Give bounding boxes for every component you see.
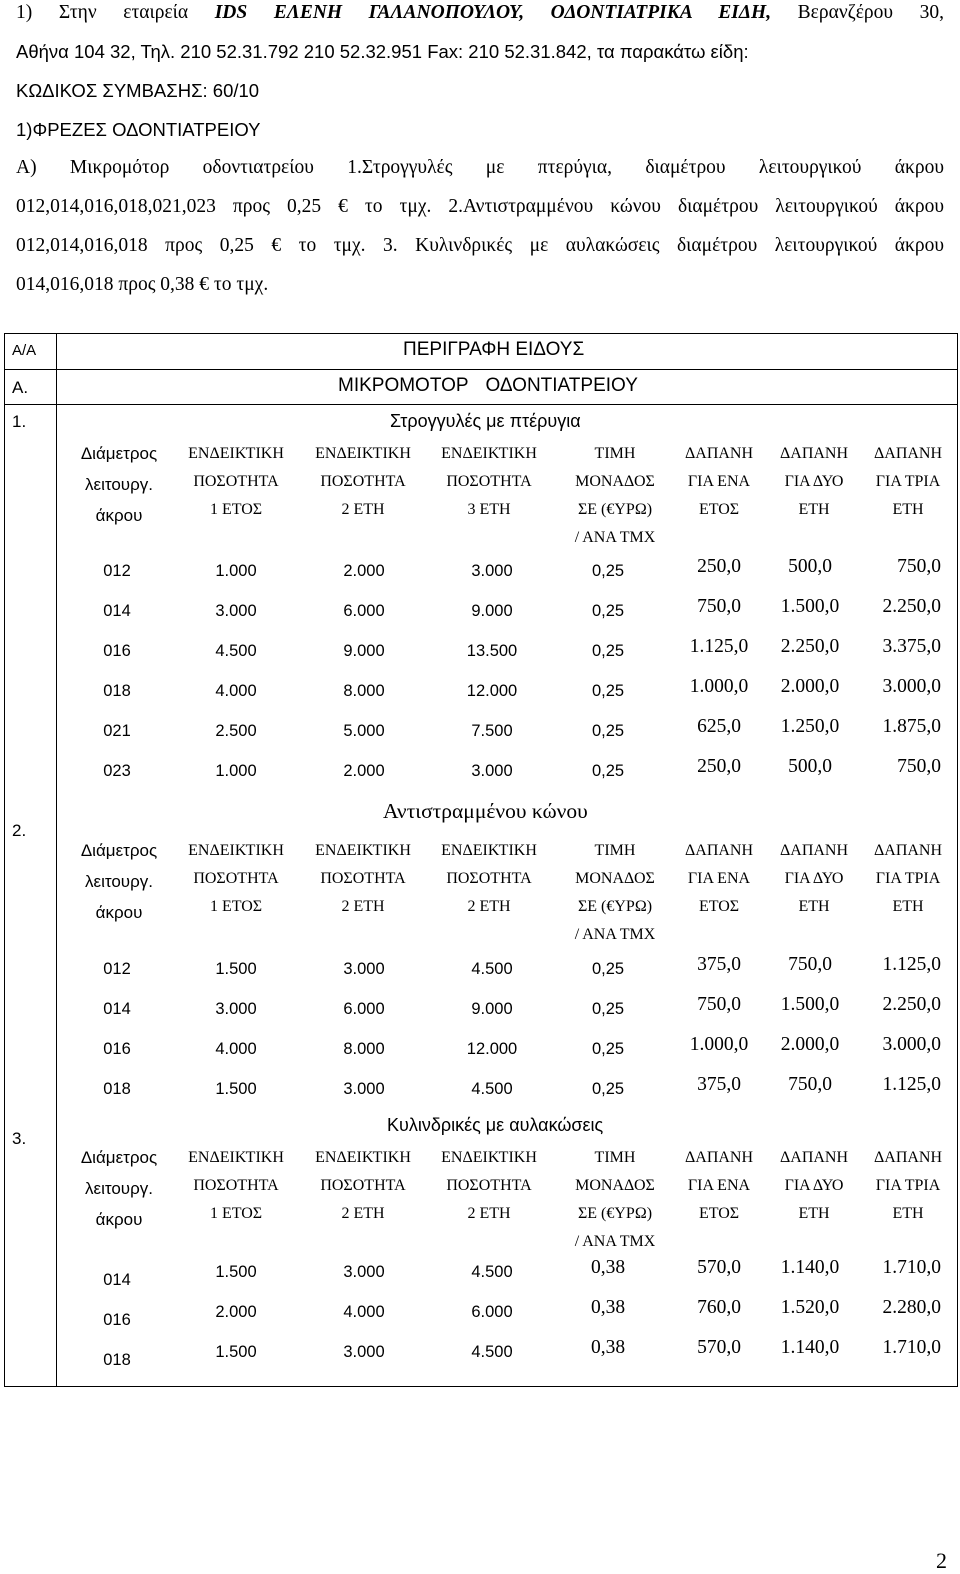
header-price-line: ΣΕ (€ΥΡΩ)	[577, 1205, 653, 1222]
cell-c3: 3.000,0	[882, 1034, 941, 1055]
cell-p: 0,25	[591, 722, 625, 740]
header-cost2-line: ΕΤΗ	[798, 898, 830, 915]
header-qty3-line: 2 ΕΤΗ	[467, 898, 511, 915]
header-qty2-line: ΠΟΣΟΤΗΤΑ	[320, 870, 406, 887]
cell-c1: 1.000,0	[689, 1034, 749, 1055]
header-cost1-line: ΓΙΑ ΕΝΑ	[687, 473, 751, 490]
header-qty1	[174, 837, 298, 921]
header-qty2-line: 2 ΕΤΗ	[341, 501, 385, 518]
cell-c1: 1.000,0	[689, 676, 749, 697]
cell-c2: 2.250,0	[780, 636, 840, 657]
cell-q1: 1.500	[215, 1263, 257, 1281]
cell-p: 0,25	[591, 682, 625, 700]
cell-c2: 2.000,0	[780, 1034, 840, 1055]
cell-d: 014	[103, 1000, 131, 1018]
cell-c1: 760,0	[697, 1297, 741, 1318]
cell-p: 0,25	[591, 602, 625, 620]
cell-q2: 9.000	[343, 642, 385, 660]
header-qty1	[174, 440, 298, 524]
header-cost2-line: ΓΙΑ ΔΥΟ	[784, 870, 844, 887]
header-qty1-line: ΕΝΔΕΙΚΤΙΚΗ	[188, 842, 284, 859]
header-qty3	[427, 837, 551, 921]
cell-p: 0,25	[591, 1080, 625, 1098]
cell-q3: 9.000	[471, 602, 513, 620]
diameter-header	[72, 1142, 166, 1235]
cell-q3: 6.000	[471, 1303, 513, 1321]
cell-q1: 4.500	[215, 642, 257, 660]
cell-p: 0,38	[590, 1297, 626, 1318]
cell-q1: 1.000	[215, 562, 257, 580]
cell-c2: 1.500,0	[780, 596, 840, 617]
cell-p: 0,25	[591, 562, 625, 580]
cell-c2: 1.520,0	[780, 1297, 840, 1318]
cell-c2: 1.500,0	[780, 994, 840, 1015]
intro-line-2: Αθήνα 104 32, Τηλ. 210 52.31.792 210 52.32.951 Fax: 210 52.31.842, τα παρακάτω είδη:	[16, 41, 749, 62]
company-name: IDS ΕΛΕΝΗ ΓΑΛΑΝΟΠΟΥΛΟΥ, ΟΔΟΝΤΙΑΤΡΙΚΑ ΕΙΔΗ,	[214, 2, 772, 23]
cell-c3: 1.710,0	[882, 1257, 941, 1278]
cell-c1: 570,0	[697, 1337, 741, 1358]
section-title: ΜΙΚΡΟΜΟΤΟΡ ΟΔΟΝΤΙΑΤΡΕΙΟΥ	[338, 375, 638, 396]
cell-q3: 4.500	[471, 1080, 513, 1098]
cell-d: 018	[103, 1080, 131, 1098]
header-qty3	[427, 1144, 551, 1228]
header-price-line: ΤΙΜΗ	[594, 1149, 636, 1166]
cell-c3: 750,0	[897, 756, 941, 777]
header-cost2-line: ΓΙΑ ΔΥΟ	[784, 1177, 844, 1194]
header-cost3-line: ΔΑΠΑΝΗ	[873, 842, 943, 859]
group-title: Κυλινδρικές με αυλακώσεις	[387, 1115, 604, 1135]
header-qty3-line: ΠΟΣΟΤΗΤΑ	[446, 870, 532, 887]
header-qty3-line: 2 ΕΤΗ	[467, 1205, 511, 1222]
cell-c2: 1.140,0	[780, 1337, 840, 1358]
header-cost2	[771, 440, 857, 524]
header-qty1-line: ΠΟΣΟΤΗΤΑ	[193, 473, 279, 490]
cell-q3: 7.500	[471, 722, 513, 740]
cell-c2: 500,0	[788, 756, 832, 777]
cell-d: 023	[103, 762, 131, 780]
intro-line-1	[16, 2, 944, 24]
intro-line-5: Α) Μικρομότορ οδοντιατρείου 1.Στρογγυλές με πτερύγια, διαμέτρου λειτουργικού άκρου	[16, 157, 944, 178]
intro-line-8: 014,016,018 προς 0,38 € το τμχ.	[16, 274, 269, 295]
header-price-line: / ΑΝΑ ΤΜΧ	[574, 926, 656, 943]
cell-q2: 8.000	[343, 682, 385, 700]
header-cost2-line: ΔΑΠΑΝΗ	[779, 1149, 849, 1166]
cell-d: 018	[103, 682, 131, 700]
cell-q1: 3.000	[215, 602, 257, 620]
header-cost1-line: ΔΑΠΑΝΗ	[684, 445, 754, 462]
header-qty1-line: ΠΟΣΟΤΗΤΑ	[193, 870, 279, 887]
cell-q3: 3.000	[471, 762, 513, 780]
cell-c3: 3.000,0	[882, 676, 941, 697]
header-price-line: ΜΟΝΑΔΟΣ	[575, 1177, 655, 1194]
header-cost2-line: ΔΑΠΑΝΗ	[779, 842, 849, 859]
header-price-line: ΤΙΜΗ	[594, 445, 636, 462]
cell-c2: 750,0	[788, 954, 832, 975]
header-cost3	[865, 440, 951, 524]
column-divider	[56, 334, 57, 1386]
header-price-line: ΤΙΜΗ	[594, 842, 636, 859]
page-number: 2	[936, 1548, 947, 1573]
cell-q1: 4.000	[215, 1040, 257, 1058]
cell-q2: 2.000	[343, 562, 385, 580]
cell-c3: 750,0	[897, 556, 941, 577]
header-cost1-line: ΕΤΟΣ	[698, 1205, 740, 1222]
header-price-line: ΣΕ (€ΥΡΩ)	[577, 898, 653, 915]
header-qty2-line: ΕΝΔΕΙΚΤΙΚΗ	[315, 842, 411, 859]
diameter-header-line: Διάμετρος	[80, 841, 158, 860]
cell-q1: 1.000	[215, 762, 257, 780]
header-cost1	[676, 837, 762, 921]
cell-c3: 1.875,0	[882, 716, 941, 737]
cell-p: 0,25	[591, 642, 625, 660]
header-qty2-line: 2 ΕΤΗ	[341, 898, 385, 915]
header-cost1	[676, 1144, 762, 1228]
cell-d: 014	[103, 1271, 131, 1289]
diameter-header-line: λειτουργ.	[85, 475, 153, 494]
diameter-header	[72, 835, 166, 928]
cell-d: 016	[103, 1311, 131, 1329]
group-title: Στρογγυλές με πτέρυγια	[390, 411, 581, 431]
cell-d: 021	[103, 722, 131, 740]
cell-q1: 3.000	[215, 1000, 257, 1018]
header-cost3-line: ΕΤΗ	[892, 501, 924, 518]
cell-c1: 375,0	[697, 954, 741, 975]
cell-q2: 6.000	[343, 602, 385, 620]
cell-c3: 3.375,0	[882, 636, 941, 657]
table-title: ΠΕΡΙΓΡΑΦΗ ΕΙΔΟΥΣ	[403, 339, 585, 360]
header-cost3-line: ΔΑΠΑΝΗ	[873, 445, 943, 462]
header-qty3-line: ΕΝΔΕΙΚΤΙΚΗ	[441, 1149, 537, 1166]
cell-d: 014	[103, 602, 131, 620]
category-title: 1)ΦΡΕΖΕΣ ΟΔΟΝΤΙΑΤΡΕΙΟΥ	[16, 119, 261, 140]
header-price	[553, 1144, 677, 1256]
header-cost3	[865, 1144, 951, 1228]
cell-c3: 2.280,0	[882, 1297, 941, 1318]
cell-q3: 12.000	[466, 682, 518, 700]
diameter-header	[72, 438, 166, 531]
cell-c2: 2.000,0	[780, 676, 840, 697]
header-qty3-line: ΕΝΔΕΙΚΤΙΚΗ	[441, 445, 537, 462]
cell-q2: 3.000	[343, 960, 385, 978]
cell-q2: 8.000	[343, 1040, 385, 1058]
header-price-line: ΣΕ (€ΥΡΩ)	[577, 501, 653, 518]
header-qty1-line: ΕΝΔΕΙΚΤΙΚΗ	[188, 1149, 284, 1166]
header-qty2-line: ΕΝΔΕΙΚΤΙΚΗ	[315, 1149, 411, 1166]
header-qty3-line: 3 ΕΤΗ	[467, 501, 511, 518]
header-price-line: ΜΟΝΑΔΟΣ	[575, 473, 655, 490]
cell-c3: 2.250,0	[882, 596, 941, 617]
header-cost1-line: ΕΤΟΣ	[698, 501, 740, 518]
cell-c1: 750,0	[697, 596, 741, 617]
cell-q3: 13.500	[466, 642, 518, 660]
header-price	[553, 837, 677, 949]
header-cost1-line: ΓΙΑ ΕΝΑ	[687, 870, 751, 887]
cell-p: 0,38	[590, 1337, 626, 1358]
cell-q2: 6.000	[343, 1000, 385, 1018]
cell-c1: 570,0	[697, 1257, 741, 1278]
header-price-line: / ΑΝΑ ΤΜΧ	[574, 1233, 656, 1250]
diameter-header-line: Διάμετρος	[80, 444, 158, 463]
cell-c1: 375,0	[697, 1074, 741, 1095]
header-cost2-line: ΓΙΑ ΔΥΟ	[784, 473, 844, 490]
header-qty2-line: ΠΟΣΟΤΗΤΑ	[320, 473, 406, 490]
cell-q3: 4.500	[471, 960, 513, 978]
header-qty1-line: ΕΝΔΕΙΚΤΙΚΗ	[188, 445, 284, 462]
cell-d: 012	[103, 960, 131, 978]
header-cost3	[865, 837, 951, 921]
header-qty2	[301, 1144, 425, 1228]
cell-p: 0,25	[591, 762, 625, 780]
diameter-header-line: άκρου	[95, 506, 143, 525]
items-table	[4, 333, 958, 1387]
intro-line-6: 012,014,016,018,021,023 προς 0,25 € το τμχ. 2.Αντιστραμμένου κώνου διαμέτρου λειτουργικού άκρου	[16, 196, 944, 217]
contract-code: ΚΩΔΙΚΟΣ ΣΥΜΒΑΣΗΣ: 60/10	[16, 80, 260, 101]
header-cost2-line: ΕΤΗ	[798, 1205, 830, 1222]
cell-d: 018	[103, 1351, 131, 1369]
cell-c2: 1.250,0	[780, 716, 840, 737]
cell-q3: 3.000	[471, 562, 513, 580]
cell-c3: 2.250,0	[882, 994, 941, 1015]
cell-q2: 5.000	[343, 722, 385, 740]
cell-c3: 1.710,0	[882, 1337, 941, 1358]
header-cost2	[771, 837, 857, 921]
header-cost3-line: ΓΙΑ ΤΡΙΑ	[875, 1177, 941, 1194]
cell-d: 016	[103, 1040, 131, 1058]
cell-q2: 4.000	[343, 1303, 385, 1321]
cell-q3: 12.000	[466, 1040, 518, 1058]
diameter-header-line: λειτουργ.	[85, 1179, 153, 1198]
header-qty2	[301, 440, 425, 524]
intro-line-1-prefix: 1) Στην εταιρεία	[16, 2, 215, 23]
cell-p: 0,25	[591, 960, 625, 978]
header-cost1-line: ΓΙΑ ΕΝΑ	[687, 1177, 751, 1194]
cell-q1: 2.000	[215, 1303, 257, 1321]
cell-q1: 1.500	[215, 960, 257, 978]
group-number: 3.	[12, 1129, 27, 1148]
intro-line-1-address: Βερανζέρου 30,	[771, 2, 944, 23]
header-cost3-line: ΕΤΗ	[892, 898, 924, 915]
header-price-line: ΜΟΝΑΔΟΣ	[575, 870, 655, 887]
group-title: Αντιστραμμένου κώνου	[383, 799, 588, 823]
header-qty1-line: ΠΟΣΟΤΗΤΑ	[193, 1177, 279, 1194]
cell-c1: 625,0	[697, 716, 741, 737]
header-cost3-line: ΕΤΗ	[892, 1205, 924, 1222]
cell-c2: 500,0	[788, 556, 832, 577]
cell-c2: 750,0	[788, 1074, 832, 1095]
diameter-header-line: λειτουργ.	[85, 872, 153, 891]
header-qty1-line: 1 ΕΤΟΣ	[209, 1205, 263, 1222]
cell-q3: 4.500	[471, 1343, 513, 1361]
row-divider	[5, 404, 957, 405]
cell-q2: 3.000	[343, 1343, 385, 1361]
header-price	[553, 440, 677, 552]
header-qty1	[174, 1144, 298, 1228]
header-cost1-line: ΔΑΠΑΝΗ	[684, 1149, 754, 1166]
header-qty3-line: ΠΟΣΟΤΗΤΑ	[446, 473, 532, 490]
section-letter: Α.	[12, 378, 29, 397]
cell-c1: 1.125,0	[689, 636, 749, 657]
header-qty3-line: ΠΟΣΟΤΗΤΑ	[446, 1177, 532, 1194]
intro-line-7: 012,014,016,018 προς 0,25 € το τμχ. 3. Κυλινδρικές με αυλακώσεις διαμέτρου λειτουργικού άκρου	[16, 235, 944, 256]
cell-q3: 9.000	[471, 1000, 513, 1018]
header-qty2	[301, 837, 425, 921]
header-qty3-line: ΕΝΔΕΙΚΤΙΚΗ	[441, 842, 537, 859]
diameter-header-line: Διάμετρος	[80, 1148, 158, 1167]
header-qty2-line: ΕΝΔΕΙΚΤΙΚΗ	[315, 445, 411, 462]
header-cost1-line: ΕΤΟΣ	[698, 898, 740, 915]
cell-q1: 4.000	[215, 682, 257, 700]
header-cost1-line: ΔΑΠΑΝΗ	[684, 842, 754, 859]
cell-q1: 1.500	[215, 1080, 257, 1098]
cell-q1: 2.500	[215, 722, 257, 740]
cell-d: 016	[103, 642, 131, 660]
cell-c3: 1.125,0	[882, 954, 941, 975]
header-qty2-line: ΠΟΣΟΤΗΤΑ	[320, 1177, 406, 1194]
diameter-header-line: άκρου	[95, 903, 143, 922]
header-cost3-line: ΓΙΑ ΤΡΙΑ	[875, 473, 941, 490]
header-cost3-line: ΓΙΑ ΤΡΙΑ	[875, 870, 941, 887]
cell-q2: 3.000	[343, 1080, 385, 1098]
cell-p: 0,38	[590, 1257, 626, 1278]
header-cost2	[771, 1144, 857, 1228]
header-qty2-line: 2 ΕΤΗ	[341, 1205, 385, 1222]
cell-c1: 750,0	[697, 994, 741, 1015]
cell-q3: 4.500	[471, 1263, 513, 1281]
group-number: 1.	[12, 412, 27, 431]
header-cost1	[676, 440, 762, 524]
header-cost2-line: ΕΤΗ	[798, 501, 830, 518]
header-cost3-line: ΔΑΠΑΝΗ	[873, 1149, 943, 1166]
cell-q1: 1.500	[215, 1343, 257, 1361]
row-divider	[5, 369, 957, 370]
diameter-header-line: άκρου	[95, 1210, 143, 1229]
header-qty3	[427, 440, 551, 524]
header-qty1-line: 1 ΕΤΟΣ	[209, 501, 263, 518]
cell-c3: 1.125,0	[882, 1074, 941, 1095]
aa-label: Α/Α	[12, 342, 37, 359]
cell-q2: 3.000	[343, 1263, 385, 1281]
cell-q2: 2.000	[343, 762, 385, 780]
cell-p: 0,25	[591, 1040, 625, 1058]
cell-c2: 1.140,0	[780, 1257, 840, 1278]
cell-p: 0,25	[591, 1000, 625, 1018]
header-cost2-line: ΔΑΠΑΝΗ	[779, 445, 849, 462]
cell-c1: 250,0	[697, 756, 741, 777]
cell-d: 012	[103, 562, 131, 580]
header-qty1-line: 1 ΕΤΟΣ	[209, 898, 263, 915]
header-price-line: / ΑΝΑ ΤΜΧ	[574, 529, 656, 546]
group-number: 2.	[12, 821, 27, 840]
cell-c1: 250,0	[697, 556, 741, 577]
